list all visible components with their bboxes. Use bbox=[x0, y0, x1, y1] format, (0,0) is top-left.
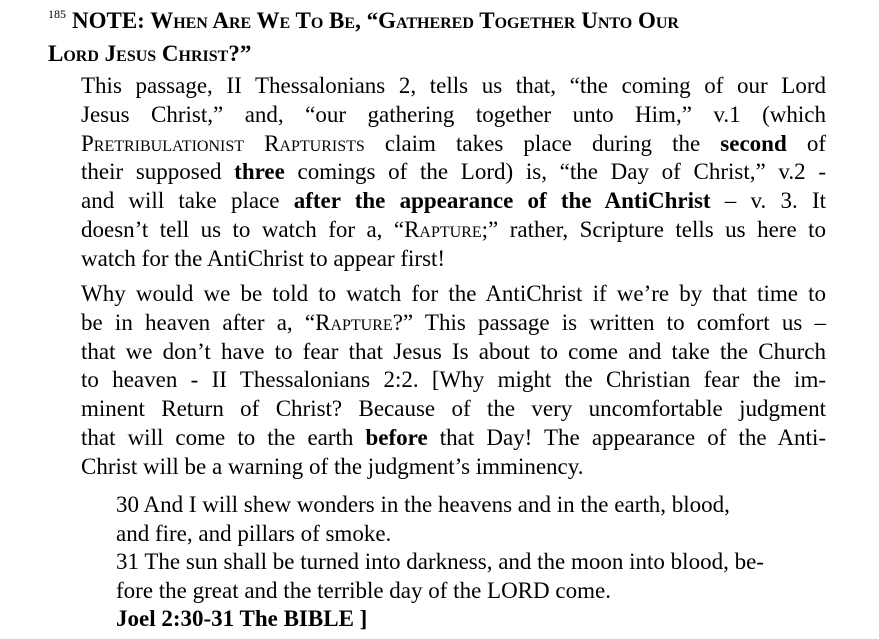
p1-line6-end: ;” rather, Scripture tells us here to bbox=[481, 216, 826, 242]
p1-line3 bbox=[81, 130, 826, 159]
emphasis-second: second bbox=[720, 130, 787, 156]
quote-line1: 30 And I will shew wonders in the heavens and in the earth, blood, bbox=[116, 492, 730, 517]
quote-line3: 31 The sun shall be turned into darkness, and the moon into blood, be- bbox=[116, 549, 764, 575]
p1-line4-start: their supposed bbox=[81, 159, 235, 185]
emphasis-three: three bbox=[234, 159, 285, 185]
note-heading bbox=[48, 6, 848, 68]
p2-line6-start: that will come to the earth bbox=[81, 424, 366, 450]
rapture-term: Rapture bbox=[404, 216, 482, 242]
p2-line4: to heaven - II Thessalonians 2:2. [Why might the Christian fear the im- bbox=[81, 367, 826, 393]
p2-line2 bbox=[81, 309, 826, 338]
paragraph-2 bbox=[81, 280, 826, 482]
p2-line6 bbox=[81, 424, 826, 453]
quote-line4: fore the great and the terrible day of the LORD come. bbox=[116, 577, 611, 603]
p2-line2-end: ?” This passage is written to comfort us – bbox=[392, 309, 826, 335]
p2-line7: Christ will be a warning of the judgment’s imminency. bbox=[81, 453, 584, 479]
p1-line4-end: comings of the Lord) is, “the Day of Christ,” v.2 - bbox=[284, 159, 827, 185]
emphasis-antichrist: after the appearance of the AntiChrist bbox=[293, 188, 711, 214]
p1-line5 bbox=[81, 187, 826, 216]
rapture-term-2: Rapture bbox=[315, 309, 393, 335]
p1-line4 bbox=[81, 158, 826, 187]
note-title-line1: When Are We To Be, “Gathered Together Unto Our bbox=[150, 8, 679, 33]
quote-citation: Joel 2:30-31 The BIBLE ] bbox=[116, 606, 368, 632]
p1-line3-text: claim takes place during the bbox=[364, 130, 721, 156]
p1-line6-start: doesn’t tell us to watch for a, “ bbox=[81, 216, 405, 242]
quote-line2: and fire, and pillars of smoke. bbox=[116, 520, 392, 546]
p2-line2-start: be in heaven after a, “ bbox=[81, 309, 316, 335]
note-title-line2: Lord Jesus Christ?” bbox=[48, 41, 252, 66]
pretrib-term: Pretribulationist Rapturists bbox=[81, 130, 365, 156]
footnote-number: 185 bbox=[48, 7, 66, 21]
p2-line6-end: that Day! The appearance of the Anti- bbox=[427, 424, 826, 450]
emphasis-before: before bbox=[365, 424, 428, 450]
note-label: NOTE: bbox=[72, 8, 145, 33]
p1-line7: watch for the AntiChrist to appear first! bbox=[81, 245, 446, 271]
p2-line1: Why would we be told to watch for the AntiChrist if we’re by that time to bbox=[81, 281, 826, 306]
p1-line2: Jesus Christ,” and, “our gathering together unto Him,” v.1 (which bbox=[81, 101, 826, 127]
paragraph-1 bbox=[81, 72, 826, 274]
p1-line3-end: of bbox=[786, 130, 826, 156]
p1-line5-start: and will take place bbox=[81, 188, 294, 214]
scripture-quote bbox=[116, 491, 826, 634]
p1-line1: This passage, II Thessalonians 2, tells us that, “the coming of our Lord bbox=[81, 73, 826, 98]
p2-line3: that we don’t have to fear that Jesus Is about to come and take the Church bbox=[81, 338, 826, 364]
p1-line6 bbox=[81, 216, 826, 245]
p1-line5-end: – v. 3. It bbox=[710, 188, 826, 214]
p2-line5: minent Return of Christ? Because of the very uncomfortable judgment bbox=[81, 396, 826, 422]
